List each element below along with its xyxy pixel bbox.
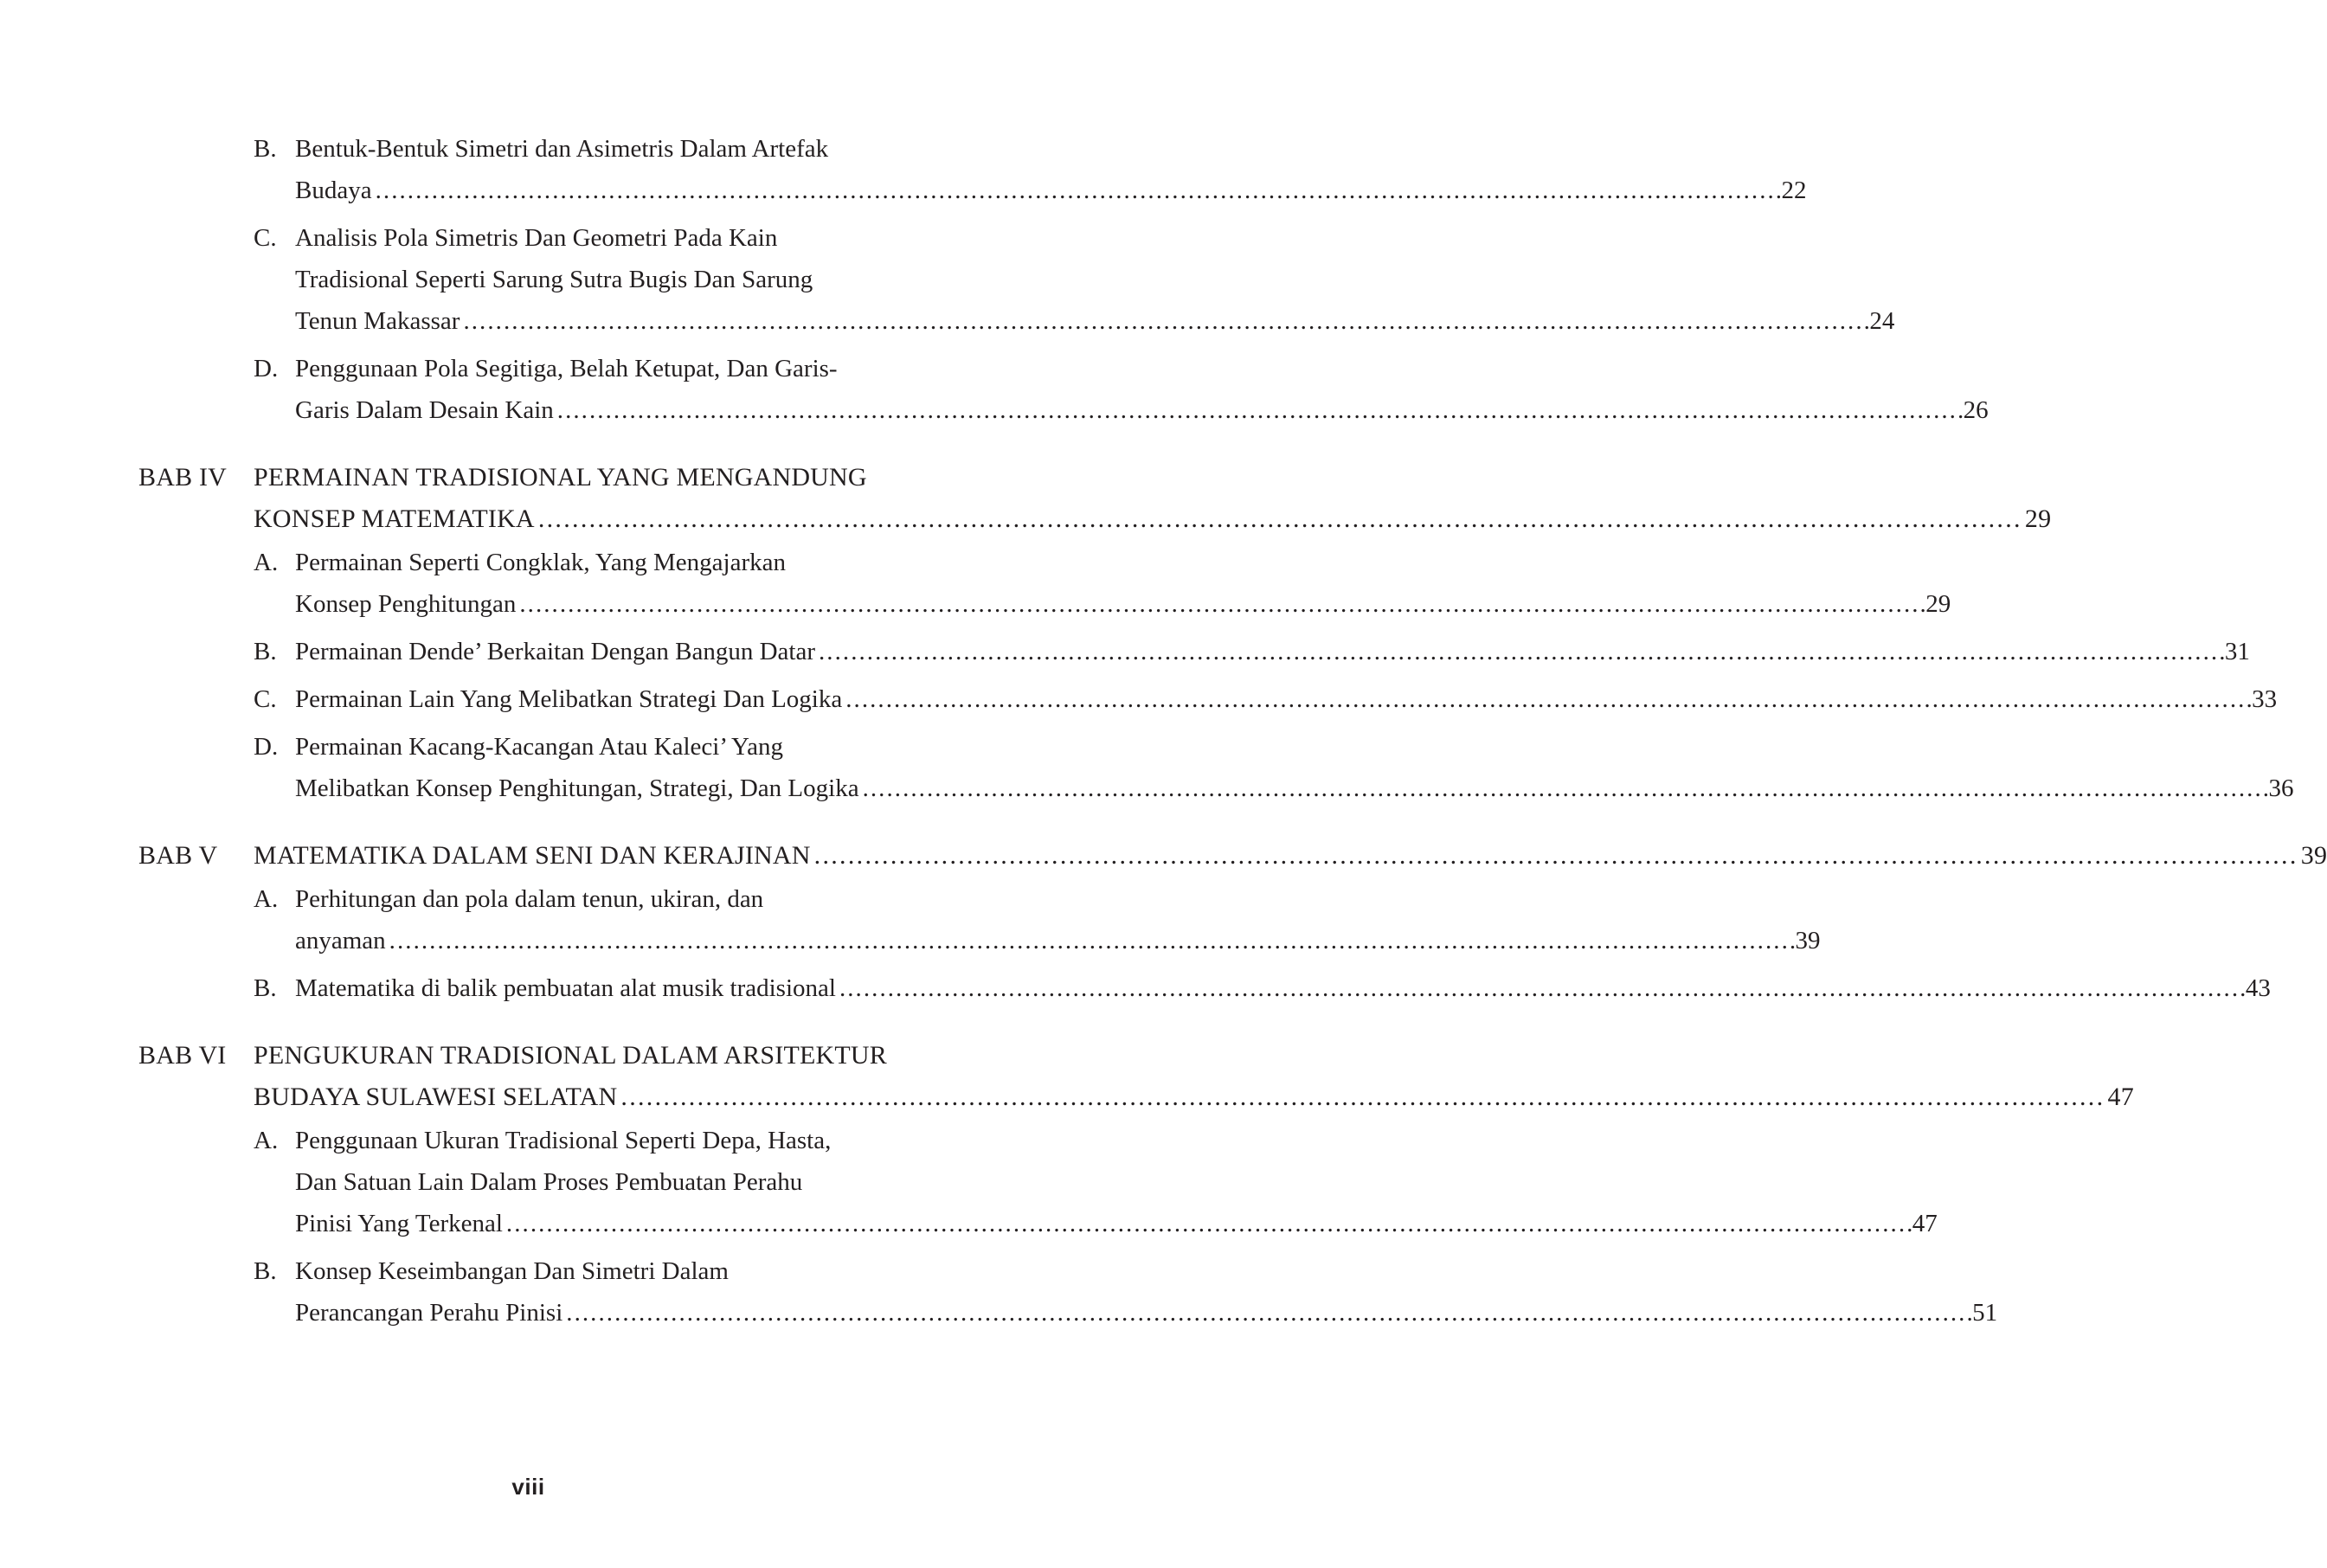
toc-entry[interactable] bbox=[254, 128, 1807, 211]
toc-chapter[interactable] bbox=[138, 835, 2327, 877]
page-number: viii bbox=[511, 1474, 545, 1500]
entry-letter: A. bbox=[254, 885, 279, 913]
entry-page-number: 24 bbox=[1869, 307, 1895, 335]
entry-letter: D. bbox=[254, 355, 279, 382]
entry-title-text: Permainan Lain Yang Melibatkan Strategi Dan Logika bbox=[295, 685, 843, 713]
entry-title-text: Melibatkan Konsep Penghitungan, Strategi, Dan Logika bbox=[295, 774, 859, 802]
entry-title-text: Tenun Makassar bbox=[295, 307, 460, 335]
entry-page-number: 33 bbox=[2252, 685, 2278, 713]
entry-title-last-line bbox=[295, 300, 1894, 342]
entry-title-last-line bbox=[295, 1203, 1938, 1244]
toc-entry[interactable] bbox=[254, 1250, 1998, 1333]
entry-title bbox=[295, 217, 1894, 342]
entry-letter: B. bbox=[254, 1257, 277, 1285]
entry-letter: A. bbox=[254, 549, 279, 576]
entry-page-number: 43 bbox=[2245, 974, 2271, 1002]
toc-entry[interactable] bbox=[254, 542, 1951, 625]
dot-leader bbox=[519, 583, 1924, 625]
chapter-label: BAB V bbox=[138, 841, 218, 870]
table-of-contents bbox=[138, 128, 2327, 1333]
chapter-title-last-line bbox=[254, 1076, 2134, 1118]
entry-page-number: 31 bbox=[2224, 638, 2250, 665]
entry-page-number: 47 bbox=[1912, 1210, 1938, 1237]
dot-leader bbox=[566, 1292, 1970, 1333]
entry-title-last-line bbox=[295, 170, 1806, 211]
toc-entry[interactable] bbox=[254, 348, 1989, 431]
toc-entry[interactable] bbox=[254, 1120, 1938, 1244]
toc-entry[interactable] bbox=[254, 678, 2278, 720]
entry-letter: B. bbox=[254, 974, 277, 1002]
entry-letter: B. bbox=[254, 638, 277, 665]
entry-page-number: 22 bbox=[1781, 177, 1807, 204]
entry-title-line: Dan Satuan Lain Dalam Proses Pembuatan Perahu bbox=[295, 1168, 803, 1196]
entry-title bbox=[295, 726, 2293, 809]
entry-title bbox=[295, 542, 1951, 625]
entry-title-text: Perancangan Perahu Pinisi bbox=[295, 1299, 563, 1327]
entry-title-line: Analisis Pola Simetris Dan Geometri Pada Kain bbox=[295, 224, 778, 252]
entry-title-last-line bbox=[295, 768, 2293, 809]
entry-title bbox=[295, 1120, 1938, 1244]
entry-page-number: 36 bbox=[2268, 774, 2294, 802]
toc-entry[interactable] bbox=[254, 726, 2294, 809]
entry-title bbox=[295, 878, 1821, 961]
toc-entry[interactable] bbox=[254, 967, 2271, 1009]
chapter-page-number: 39 bbox=[2300, 841, 2327, 870]
entry-letter: B. bbox=[254, 135, 277, 163]
entry-title-line: Penggunaan Pola Segitiga, Belah Ketupat, Dan Garis- bbox=[295, 355, 838, 382]
toc-entry[interactable] bbox=[254, 217, 1895, 342]
chapter-page-number: 29 bbox=[2024, 504, 2052, 533]
chapter-title bbox=[254, 1035, 2134, 1118]
entry-title-line: Bentuk-Bentuk Simetri dan Asimetris Dalam Artefak bbox=[295, 135, 829, 163]
entry-title-text: Pinisi Yang Terkenal bbox=[295, 1210, 503, 1237]
entry-page-number: 29 bbox=[1925, 590, 1951, 618]
chapter-title-text: KONSEP MATEMATIKA bbox=[254, 504, 535, 533]
entry-title-line: Permainan Seperti Congklak, Yang Mengajarkan bbox=[295, 549, 787, 576]
toc-chapter[interactable] bbox=[138, 1035, 2134, 1118]
dot-leader bbox=[389, 920, 1794, 961]
entry-title-line: Penggunaan Ukuran Tradisional Seperti Depa, Hasta, bbox=[295, 1127, 832, 1154]
entry-title-text: Konsep Penghitungan bbox=[295, 590, 517, 618]
chapter-title-text: BUDAYA SULAWESI SELATAN bbox=[254, 1083, 618, 1111]
entry-title-text: Matematika di balik pembuatan alat musik tradisional bbox=[295, 974, 836, 1002]
entry-title-line: Permainan Kacang-Kacangan Atau Kaleci’ Yang bbox=[295, 733, 783, 761]
chapter-page-number: 47 bbox=[2107, 1083, 2134, 1111]
entry-title-last-line bbox=[295, 389, 1989, 431]
entry-title bbox=[295, 631, 2250, 672]
chapter-title bbox=[254, 457, 2051, 540]
toc-entry[interactable] bbox=[254, 878, 1821, 961]
entry-title-last-line bbox=[295, 920, 1821, 961]
entry-title-text: Permainan Dende’ Berkaitan Dengan Bangun Datar bbox=[295, 638, 815, 665]
entry-title-last-line bbox=[295, 967, 2271, 1009]
dot-leader bbox=[863, 768, 2267, 809]
entry-title-last-line bbox=[295, 678, 2277, 720]
chapter-title-text: MATEMATIKA DALAM SENI DAN KERAJINAN bbox=[254, 841, 811, 870]
toc-entry[interactable] bbox=[254, 631, 2250, 672]
dot-leader bbox=[819, 631, 2223, 672]
dot-leader bbox=[620, 1076, 2100, 1118]
entry-title bbox=[295, 128, 1806, 211]
chapter-title-last-line bbox=[254, 498, 2051, 540]
entry-page-number: 26 bbox=[1963, 396, 1989, 424]
toc-chapter[interactable] bbox=[138, 457, 2052, 540]
dot-leader bbox=[538, 498, 2018, 540]
entry-title bbox=[295, 348, 1989, 431]
entry-letter: C. bbox=[254, 685, 277, 713]
chapter-label: BAB VI bbox=[138, 1041, 227, 1070]
entry-title-text: Garis Dalam Desain Kain bbox=[295, 396, 554, 424]
entry-title bbox=[295, 678, 2277, 720]
dot-leader bbox=[463, 300, 1867, 342]
entry-title-last-line bbox=[295, 583, 1951, 625]
entry-title-last-line bbox=[295, 1292, 1997, 1333]
entry-title-text: Budaya bbox=[295, 177, 372, 204]
chapter-title bbox=[254, 835, 2327, 877]
entry-title-line: Perhitungan dan pola dalam tenun, ukiran, dan bbox=[295, 885, 764, 913]
entry-title bbox=[295, 967, 2271, 1009]
dot-leader bbox=[557, 389, 1962, 431]
chapter-title-line: PENGUKURAN TRADISIONAL DALAM ARSITEKTUR bbox=[254, 1041, 887, 1070]
dot-leader bbox=[845, 678, 2250, 720]
dot-leader bbox=[506, 1203, 1911, 1244]
entry-title bbox=[295, 1250, 1997, 1333]
entry-page-number: 39 bbox=[1795, 927, 1821, 954]
dot-leader bbox=[376, 170, 1780, 211]
dot-leader bbox=[839, 967, 2244, 1009]
dot-leader bbox=[814, 835, 2294, 877]
entry-title-line: Tradisional Seperti Sarung Sutra Bugis Dan Sarung bbox=[295, 266, 813, 293]
entry-title-text: anyaman bbox=[295, 927, 386, 954]
entry-page-number: 51 bbox=[1972, 1299, 1998, 1327]
entry-title-last-line bbox=[295, 631, 2250, 672]
chapter-title-last-line bbox=[254, 835, 2327, 877]
entry-title-line: Konsep Keseimbangan Dan Simetri Dalam bbox=[295, 1257, 729, 1285]
chapter-label: BAB IV bbox=[138, 463, 228, 492]
entry-letter: D. bbox=[254, 733, 279, 761]
chapter-title-line: PERMAINAN TRADISIONAL YANG MENGANDUNG bbox=[254, 463, 867, 492]
entry-letter: C. bbox=[254, 224, 277, 252]
entry-letter: A. bbox=[254, 1127, 279, 1154]
